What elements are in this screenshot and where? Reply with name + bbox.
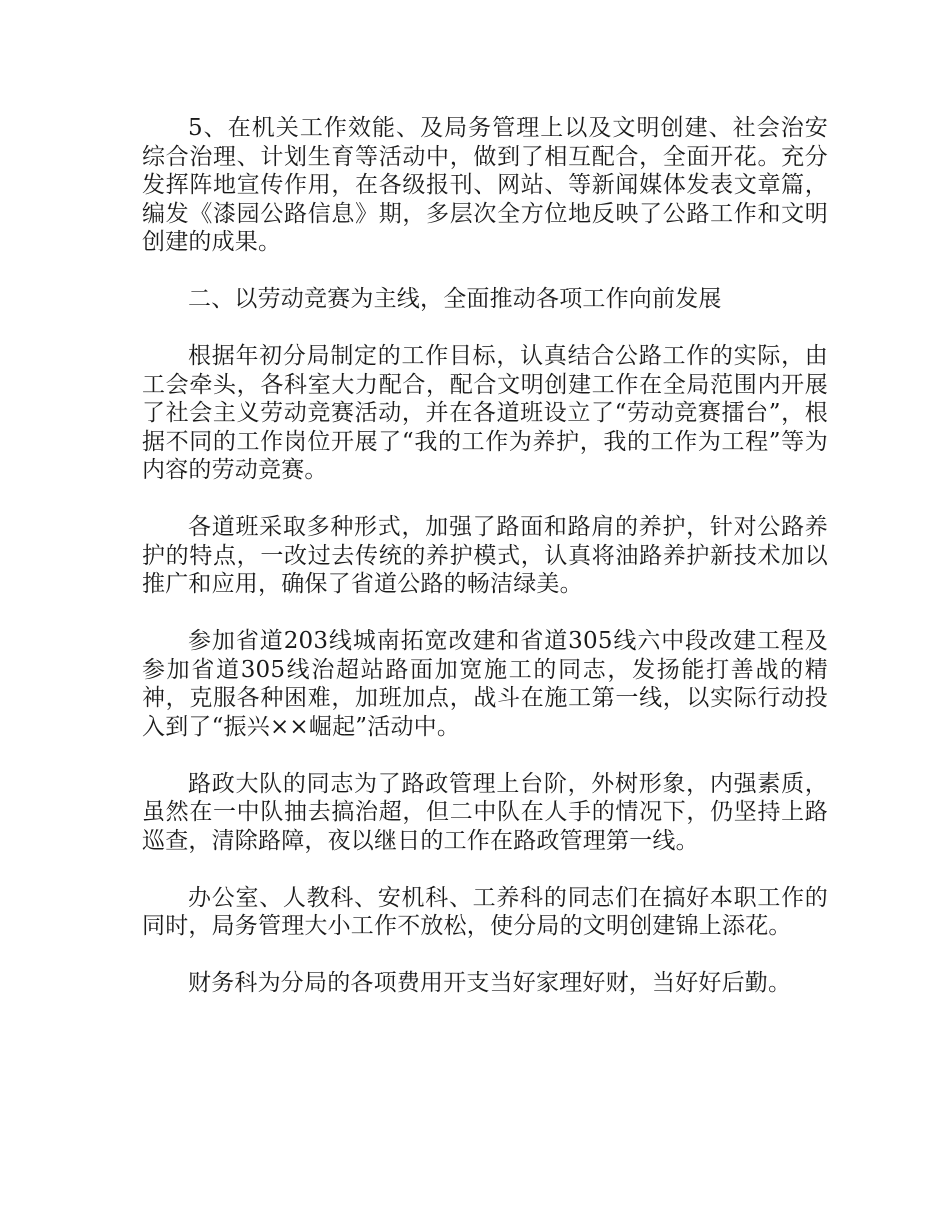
document-body (142, 114, 828, 1026)
paragraph-4: 各道班采取多种形式，加强了路面和路肩的养护，针对公路养护的特点，一改过去传统的养护模式，认真将油路养护新技术加以推广和应用，确保了省道公路的畅洁绿美。 (142, 514, 828, 597)
paragraph-5: 参加省道203线城南拓宽改建和省道305线六中段改建工程及参加省道305线治超站路面加宽施工的同志，发扬能打善战的精神，克服各种困难，加班加点，战斗在施工第一线，以实际行动投入到了“振兴××崛起”活动中。 (142, 628, 828, 740)
paragraph-1: 5、在机关工作效能、及局务管理上以及文明创建、社会治安综合治理、计划生育等活动中，做到了相互配合，全面开花。充分发挥阵地宣传作用，在各级报刊、网站、等新闻媒体发表文章篇，编发《漆园公路信息》期，多层次全方位地反映了公路工作和文明创建的成果。 (142, 115, 828, 255)
paragraph-8: 财务科为分局的各项费用开支当好家理好财，当好好后勤。 (188, 970, 792, 996)
section-heading: 二、以劳动竞赛为主线，全面推动各项工作向前发展 (188, 286, 722, 312)
paragraph-7: 办公室、人教科、安机科、工养科的同志们在搞好本职工作的同时，局务管理大小工作不放松，使分局的文明创建锦上添花。 (142, 884, 828, 939)
paragraph-6: 路政大队的同志为了路政管理上台阶，外树形象，内强素质，虽然在一中队抽去搞治超，但二中队在人手的情况下，仍坚持上路巡查，清除路障，夜以继日的工作在路政管理第一线。 (142, 770, 828, 854)
paragraph-3: 根据年初分局制定的工作目标，认真结合公路工作的实际，由工会牵头，各科室大力配合，配合文明创建工作在全局范围内开展了社会主义劳动竞赛活动，并在各道班设立了“劳动竞赛擂台”，根据不同的工作岗位开展了“我的工作为养护，我的工作为工程”等为内容的劳动竞赛。 (142, 343, 828, 483)
